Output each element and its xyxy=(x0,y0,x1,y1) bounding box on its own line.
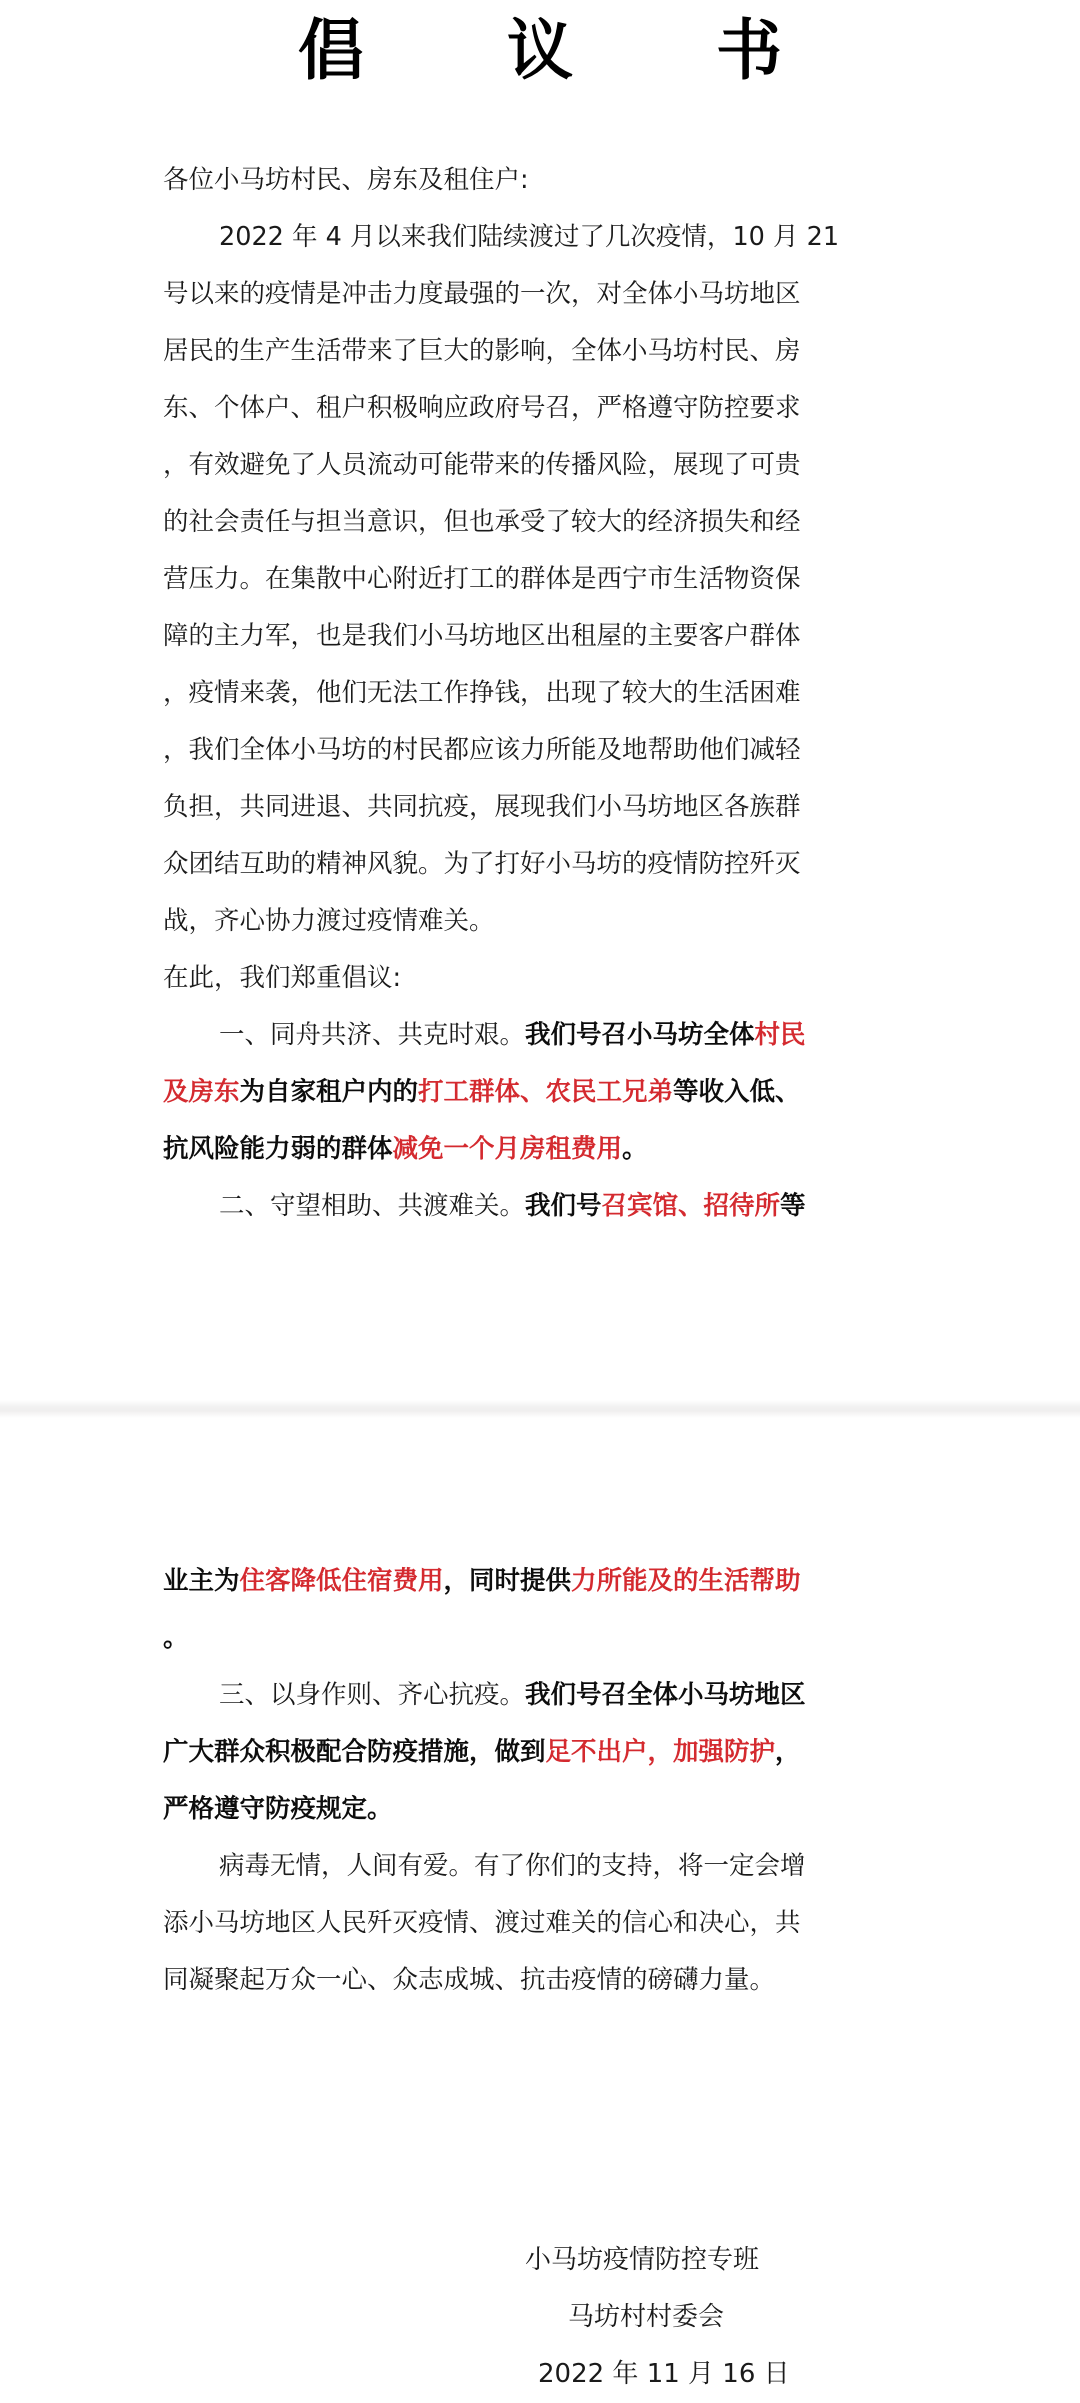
intro-line: 居民的生产生活带来了巨大的影响，全体小马坊村民、房 xyxy=(163,336,801,366)
intro-line: ，我们全体小马坊的村民都应该力所能及地帮助他们减轻 xyxy=(163,735,801,765)
item1-text: 我们号召小马坊全体 xyxy=(525,1020,755,1050)
proposal-lead: 在此，我们郑重倡议: xyxy=(163,963,402,993)
proposal-item-3-cont xyxy=(163,1781,923,1838)
closing-line: 添小马坊地区人民歼灭疫情、渡过难关的信心和决心，共 xyxy=(163,1908,801,1938)
item1-text: 抗风险能力弱的群体 xyxy=(163,1134,393,1164)
intro-line: ，疫情来袭，他们无法工作挣钱，出现了较大的生活困难 xyxy=(163,678,801,708)
proposal-item-1 xyxy=(163,1007,923,1064)
page-break-divider xyxy=(0,1400,1080,1418)
closing-line: 病毒无情，人间有爱。有了你们的支持，将一定会增 xyxy=(219,1851,806,1881)
document-body-upper xyxy=(163,152,923,1235)
intro-line: 东、个体户、租户积极响应政府号召，严格遵守防控要求 xyxy=(163,393,801,423)
intro-line: 号以来的疫情是冲击力度最强的一次，对全体小马坊地区 xyxy=(163,279,801,309)
item3-heading: 三、以身作则、齐心抗疫。 xyxy=(219,1680,526,1710)
item3-text: 广大群众积极配合防疫措施，做到 xyxy=(163,1737,546,1767)
item3-text: ， xyxy=(775,1737,801,1767)
item2-highlight: 召宾馆、招待所 xyxy=(601,1191,781,1221)
intro-line: 障的主力军，也是我们小马坊地区出租屋的主要客户群体 xyxy=(163,621,801,651)
item1-highlight: 及房东 xyxy=(163,1077,240,1107)
item2-text: 。 xyxy=(163,1623,189,1653)
item1-highlight: 打工群体、农民工兄弟 xyxy=(418,1077,674,1107)
intro-line: 战，齐心协力渡过疫情难关。 xyxy=(163,906,495,936)
item1-highlight: 村民 xyxy=(754,1020,806,1050)
proposal-item-3 xyxy=(163,1667,923,1724)
closing-line: 同凝聚起万众一心、众志成城、抗击疫情的磅礴力量。 xyxy=(163,1965,776,1995)
item1-highlight: 减免一个月房租费用 xyxy=(392,1134,623,1164)
item3-highlight: 足不出户，加强防护 xyxy=(545,1737,776,1767)
document-title: 倡 议 书 xyxy=(298,12,842,89)
proposal-item-3-cont xyxy=(163,1724,923,1781)
item1-text: 为自家租户内的 xyxy=(239,1077,419,1107)
item1-text: 等收入低、 xyxy=(673,1077,801,1107)
proposal-item-2-end xyxy=(163,1610,923,1667)
proposal-item-2 xyxy=(163,1178,923,1235)
signature-org-2: 马坊村村委会 xyxy=(568,2302,725,2332)
proposal-item-2-cont xyxy=(163,1553,923,1610)
intro-line: 2022 年 4 月以来我们陆续渡过了几次疫情，10 月 21 xyxy=(219,222,840,252)
salutation: 各位小马坊村民、房东及租住户: xyxy=(163,165,529,195)
item2-highlight: 住客降低住宿费用 xyxy=(239,1566,444,1596)
item1-heading: 一、同舟共济、共克时艰。 xyxy=(219,1020,526,1050)
item2-text: 我们号 xyxy=(525,1191,602,1221)
document-body-lower xyxy=(163,1553,923,2009)
signature-date: 2022 年 11 月 16 日 xyxy=(538,2359,790,2389)
item2-heading: 二、守望相助、共渡难关。 xyxy=(219,1191,526,1221)
item2-text: 等 xyxy=(780,1191,806,1221)
intro-line: 众团结互助的精神风貌。为了打好小马坊的疫情防控歼灭 xyxy=(163,849,801,879)
intro-line: 负担，共同进退、共同抗疫，展现我们小马坊地区各族群 xyxy=(163,792,801,822)
intro-line: ，有效避免了人员流动可能带来的传播风险，展现了可贵 xyxy=(163,450,801,480)
intro-line: 营压力。在集散中心附近打工的群体是西宁市生活物资保 xyxy=(163,564,801,594)
signature-org-1: 小马坊疫情防控专班 xyxy=(525,2245,760,2275)
proposal-item-1-cont xyxy=(163,1064,923,1121)
item2-text: ，同时提供 xyxy=(443,1566,572,1596)
proposal-item-1-cont xyxy=(163,1121,923,1178)
item2-text: 业主为 xyxy=(163,1566,240,1596)
item1-text: 。 xyxy=(622,1134,648,1164)
item3-text: 严格遵守防疫规定。 xyxy=(163,1794,393,1824)
intro-line: 的社会责任与担当意识，但也承受了较大的经济损失和经 xyxy=(163,507,801,537)
item3-text: 我们号召全体小马坊地区 xyxy=(525,1680,806,1710)
item2-highlight: 力所能及的生活帮助 xyxy=(571,1566,801,1596)
